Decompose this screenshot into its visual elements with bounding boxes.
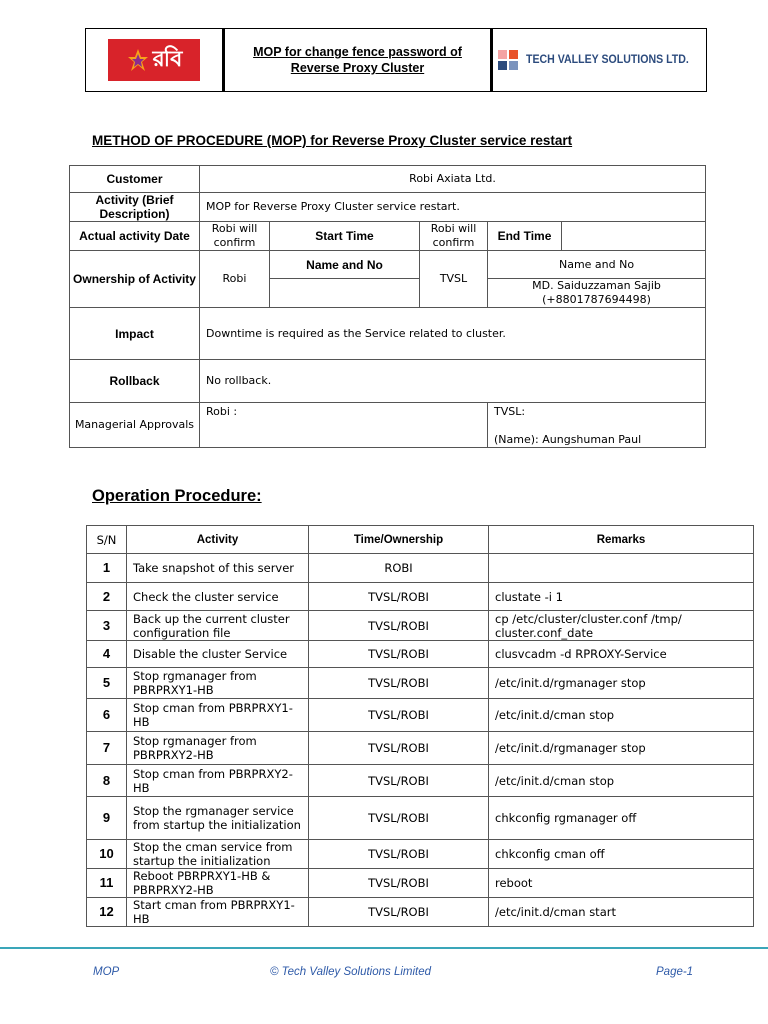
- row-activity: Reboot PBRPRXY1-HB & PBRPRXY2-HB: [127, 869, 309, 898]
- approval-tvsl-cell: [488, 403, 706, 448]
- row-activity: Back up the current cluster configuration file: [127, 611, 309, 641]
- row-activity: Stop the rgmanager service from startup the initialization: [127, 797, 309, 840]
- owner-tvsl-name-label: Name and No: [488, 251, 706, 279]
- end-time-value: [562, 222, 706, 251]
- table-row: [87, 732, 754, 765]
- row-sn: 5: [87, 668, 127, 699]
- approvals-row: [70, 403, 706, 448]
- customer-label: Customer: [70, 166, 200, 193]
- rollback-row: [70, 360, 706, 403]
- row-remarks: /etc/init.d/cman stop: [489, 765, 754, 797]
- row-activity: Disable the cluster Service: [127, 641, 309, 668]
- row-owner: TVSL/ROBI: [309, 583, 489, 611]
- robi-logo: [108, 39, 200, 81]
- row-activity: Stop the cman service from startup the initialization: [127, 840, 309, 869]
- row-sn: 6: [87, 699, 127, 732]
- procedure-header-row: [87, 526, 754, 554]
- row-sn: 8: [87, 765, 127, 797]
- row-owner: TVSL/ROBI: [309, 898, 489, 927]
- table-row: [87, 583, 754, 611]
- row-activity: Start cman from PBRPRXY1-HB: [127, 898, 309, 927]
- row-activity: Stop rgmanager from PBRPRXY2-HB: [127, 732, 309, 765]
- activity-value: MOP for Reverse Proxy Cluster service restart.: [200, 193, 706, 222]
- ownership-row: [70, 251, 706, 279]
- actual-date-value: Robi will confirm: [200, 222, 270, 251]
- row-remarks: clustate -i 1: [489, 583, 754, 611]
- tvs-logo-text: TECH VALLEY SOLUTIONS LTD.: [525, 54, 689, 66]
- row-owner: TVSL/ROBI: [309, 840, 489, 869]
- title-line-2: Reverse Proxy Cluster: [290, 61, 425, 75]
- row-sn: 1: [87, 554, 127, 583]
- mop-heading: METHOD OF PROCEDURE (MOP) for Reverse Proxy Cluster service restart: [92, 133, 573, 148]
- owner-robi-name-label: Name and No: [270, 251, 420, 279]
- tvs-squares-icon: [497, 49, 521, 71]
- table-row: [87, 699, 754, 732]
- row-sn: 4: [87, 641, 127, 668]
- row-sn: 10: [87, 840, 127, 869]
- approvals-label: Managerial Approvals: [70, 403, 200, 448]
- robi-logo-text: রবি: [152, 46, 182, 72]
- actual-date-label: Actual activity Date: [70, 222, 200, 251]
- header-activity: Activity: [127, 526, 309, 554]
- footer-center: © Tech Valley Solutions Limited: [270, 966, 432, 978]
- row-activity: Stop cman from PBRPRXY1-HB: [127, 699, 309, 732]
- impact-value: Downtime is required as the Service related to cluster.: [200, 308, 706, 360]
- customer-value: Robi Axiata Ltd.: [200, 166, 706, 193]
- row-remarks: /etc/init.d/cman stop: [489, 699, 754, 732]
- header-remarks: Remarks: [489, 526, 754, 554]
- row-remarks: clusvcadm -d RPROXY-Service: [489, 641, 754, 668]
- ownership-label: Ownership of Activity: [70, 251, 200, 308]
- footer-divider: [0, 947, 768, 949]
- footer-left: MOP: [93, 966, 120, 978]
- table-row: [87, 869, 754, 898]
- operation-heading: Operation Procedure:: [92, 487, 262, 505]
- activity-info-table: [69, 165, 706, 448]
- row-owner: TVSL/ROBI: [309, 641, 489, 668]
- procedure-table: [86, 525, 754, 927]
- header-owner: Time/Ownership: [309, 526, 489, 554]
- actual-date-row: [70, 222, 706, 251]
- document-header: [85, 28, 707, 92]
- customer-row: [70, 166, 706, 193]
- row-activity: Stop rgmanager from PBRPRXY1-HB: [127, 668, 309, 699]
- impact-row: [70, 308, 706, 360]
- table-row: [87, 668, 754, 699]
- robi-star-icon: [127, 47, 149, 73]
- approval-robi: Robi :: [200, 403, 488, 448]
- table-row: [87, 898, 754, 927]
- row-activity: Check the cluster service: [127, 583, 309, 611]
- rollback-value: No rollback.: [200, 360, 706, 403]
- row-sn: 2: [87, 583, 127, 611]
- table-row: [87, 641, 754, 668]
- end-time-label: End Time: [488, 222, 562, 251]
- row-sn: 11: [87, 869, 127, 898]
- table-row: [87, 840, 754, 869]
- owner-robi: Robi: [200, 251, 270, 308]
- row-owner: TVSL/ROBI: [309, 668, 489, 699]
- activity-row: [70, 193, 706, 222]
- row-remarks: /etc/init.d/cman start: [489, 898, 754, 927]
- row-remarks: /etc/init.d/rgmanager stop: [489, 732, 754, 765]
- row-remarks: chkconfig cman off: [489, 840, 754, 869]
- owner-tvsl: TVSL: [420, 251, 488, 308]
- row-activity: Take snapshot of this server: [127, 554, 309, 583]
- row-owner: TVSL/ROBI: [309, 765, 489, 797]
- row-remarks: cp /etc/cluster/cluster.conf /tmp/ cluster.conf_date: [489, 611, 754, 641]
- activity-label: Activity (Brief Description): [70, 193, 200, 222]
- row-owner: TVSL/ROBI: [309, 732, 489, 765]
- tvs-logo-cell: [493, 29, 706, 91]
- row-sn: 7: [87, 732, 127, 765]
- row-owner: TVSL/ROBI: [309, 797, 489, 840]
- row-owner: TVSL/ROBI: [309, 611, 489, 641]
- row-remarks: /etc/init.d/rgmanager stop: [489, 668, 754, 699]
- row-sn: 12: [87, 898, 127, 927]
- owner-robi-name-value: [270, 279, 420, 308]
- table-row: [87, 611, 754, 641]
- row-sn: 3: [87, 611, 127, 641]
- rollback-label: Rollback: [70, 360, 200, 403]
- title-line-1: MOP for change fence password of: [253, 45, 462, 59]
- approval-tvsl-name: (Name): Aungshuman Paul: [494, 433, 642, 446]
- row-remarks: [489, 554, 754, 583]
- document-title: [225, 29, 493, 91]
- row-activity: Stop cman from PBRPRXY2-HB: [127, 765, 309, 797]
- row-owner: TVSL/ROBI: [309, 869, 489, 898]
- row-remarks: reboot: [489, 869, 754, 898]
- robi-logo-cell: [86, 29, 225, 91]
- footer-page: Page-1: [656, 966, 694, 978]
- row-sn: 9: [87, 797, 127, 840]
- approval-tvsl: TVSL:: [494, 405, 526, 418]
- header-sn: S/N: [87, 526, 127, 554]
- owner-tvsl-name-value: MD. Saiduzzaman Sajib (+8801787694498): [488, 279, 706, 308]
- tvs-logo: [497, 49, 703, 71]
- start-time-label: Start Time: [270, 222, 420, 251]
- table-row: [87, 554, 754, 583]
- start-time-value: Robi will confirm: [420, 222, 488, 251]
- impact-label: Impact: [70, 308, 200, 360]
- row-owner: TVSL/ROBI: [309, 699, 489, 732]
- table-row: [87, 765, 754, 797]
- table-row: [87, 797, 754, 840]
- row-owner: ROBI: [309, 554, 489, 583]
- row-remarks: chkconfig rgmanager off: [489, 797, 754, 840]
